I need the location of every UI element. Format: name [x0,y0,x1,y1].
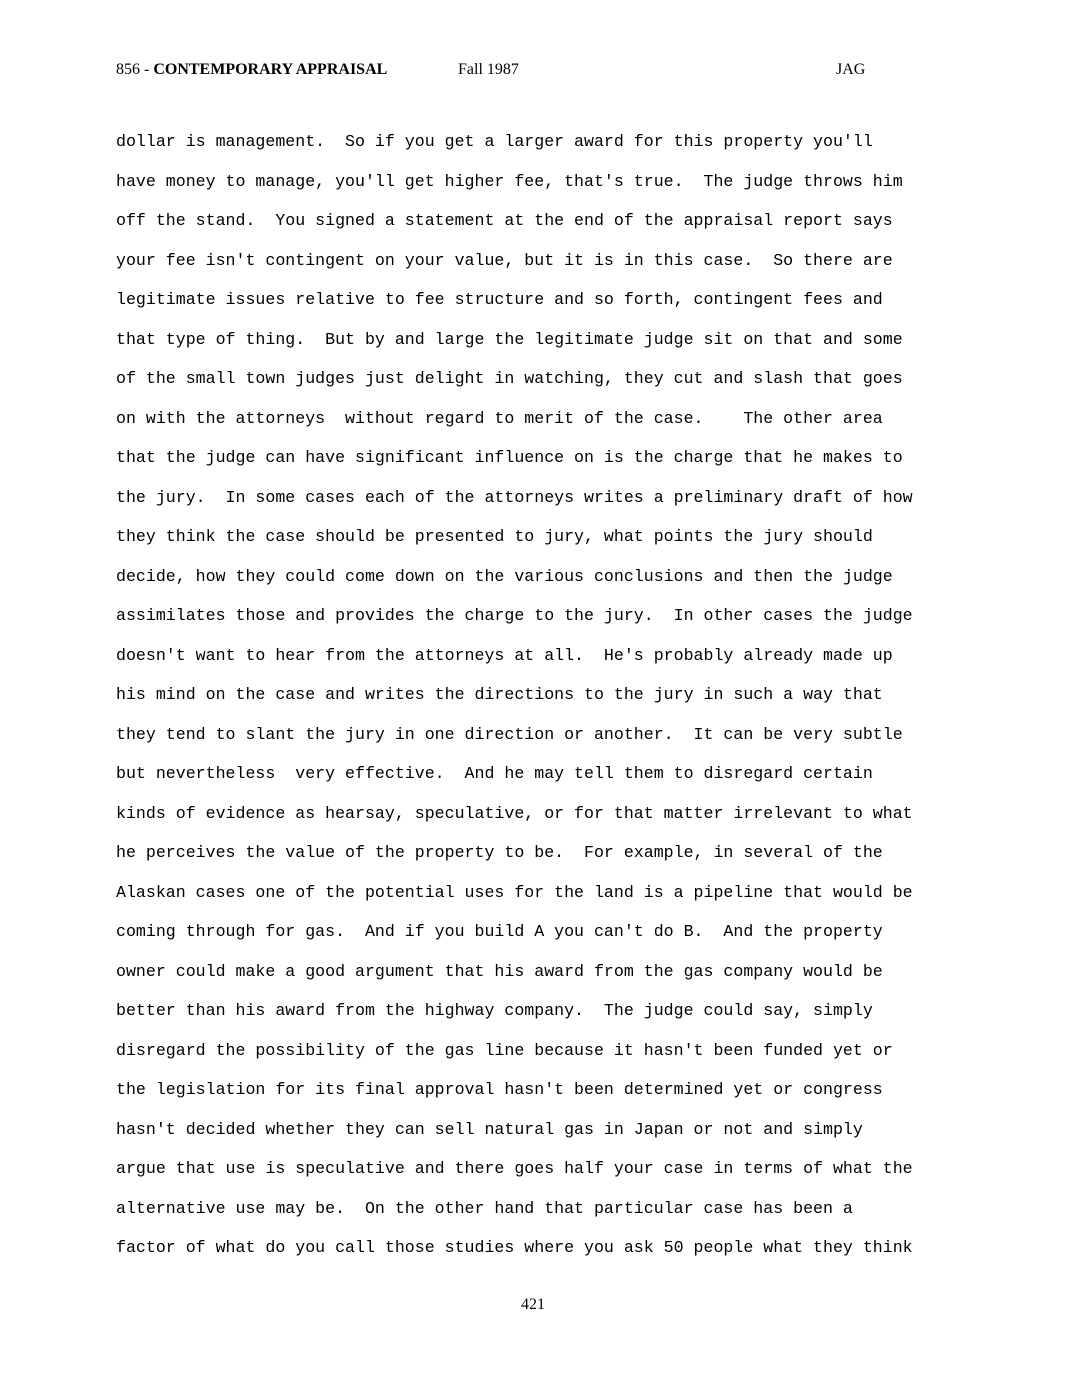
body-line: doesn't want to hear from the attorneys at all. He's probably already made up [116,645,893,665]
body-line: the legislation for its final approval hasn't been determined yet or congress [116,1080,883,1099]
page-header [0,61,1066,85]
body-line: he perceives the value of the property to be. For example, in several of the [116,843,883,862]
transcript-body [116,122,1016,1268]
header-course [116,61,387,79]
body-line: your fee isn't contingent on your value, but it is in this case. So there are [116,250,893,270]
body-line: they think the case should be presented to jury, what points the jury should [116,527,873,546]
body-line: they tend to slant the jury in one direction or another. It can be very subtle [116,724,903,744]
body-line: argue that use is speculative and there goes half your case in terms of what the [116,1159,913,1178]
body-line: better than his award from the highway company. The judge could say, simply [116,1001,873,1020]
body-line: on with the attorneys without regard to merit of the case. The other area [116,408,883,428]
body-line: factor of what do you call those studies where you ask 50 people what they think [116,1238,913,1257]
body-line: have money to manage, you'll get higher fee, that's true. The judge throws him [116,171,903,191]
body-line: kinds of evidence as hearsay, speculative, or for that matter irrelevant to what [116,803,913,823]
body-line: his mind on the case and writes the directions to the jury in such a way that [116,685,883,704]
header-course-title: CONTEMPORARY APPRAISAL [153,61,388,78]
body-line: hasn't decided whether they can sell natural gas in Japan or not and simply [116,1119,863,1139]
body-line: owner could make a good argument that his award from the gas company would be [116,961,883,981]
body-line: that the judge can have significant influence on is the charge that he makes to [116,448,903,467]
body-line: the jury. In some cases each of the attorneys writes a preliminary draft of how [116,487,913,507]
body-line: decide, how they could come down on the various conclusions and then the judge [116,566,893,586]
body-line: disregard the possibility of the gas line because it hasn't been funded yet or [116,1040,893,1060]
body-line: off the stand. You signed a statement at the end of the appraisal report says [116,211,893,230]
header-initials: JAG [836,61,866,78]
body-line: alternative use may be. On the other hand that particular case has been a [116,1198,853,1218]
body-line: that type of thing. But by and large the legitimate judge sit on that and some [116,329,903,349]
header-term: Fall 1987 [458,61,519,78]
body-line: dollar is management. So if you get a larger award for this property you'll [116,132,873,151]
body-line: of the small town judges just delight in watching, they cut and slash that goes [116,369,903,388]
page-number: 421 [521,1296,545,1313]
body-line: legitimate issues relative to fee structure and so forth, contingent fees and [116,290,883,309]
header-course-number: 856 - [116,61,154,78]
body-line: assimilates those and provides the charge to the jury. In other cases the judge [116,606,913,625]
body-line: coming through for gas. And if you build A you can't do B. And the property [116,922,883,941]
body-line: Alaskan cases one of the potential uses for the land is a pipeline that would be [116,882,913,902]
body-line: but nevertheless very effective. And he may tell them to disregard certain [116,764,873,783]
